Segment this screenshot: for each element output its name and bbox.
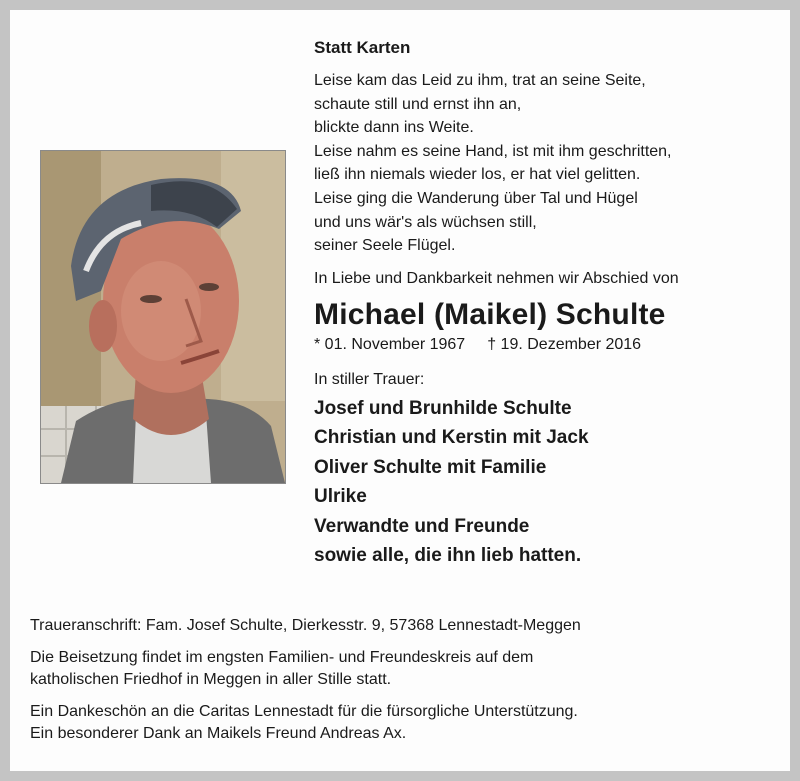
mourner: Ulrike bbox=[314, 486, 367, 508]
footer-notes bbox=[30, 615, 770, 745]
mourning-address: Traueranschrift: Fam. Josef Schulte, Dierkesstr. 9, 57368 Lennestadt-Meggen bbox=[30, 617, 581, 634]
deceased-name: Michael (Maikel) Schulte bbox=[314, 297, 666, 331]
portrait-photo bbox=[40, 150, 286, 484]
poem-line: Leise nahm es seine Hand, ist mit ihm geschritten, bbox=[314, 142, 672, 160]
main-text-column bbox=[314, 38, 784, 571]
poem-line: Leise kam das Leid zu ihm, trat an seine Seite, bbox=[314, 72, 646, 89]
poem bbox=[314, 69, 784, 258]
life-dates bbox=[314, 335, 784, 355]
mourner: Oliver Schulte mit Familie bbox=[314, 456, 547, 478]
mourners-list bbox=[314, 394, 784, 571]
obituary-card bbox=[10, 10, 790, 771]
mourner: Christian und Kerstin mit Jack bbox=[314, 427, 589, 449]
heading-statt-karten: Statt Karten bbox=[314, 38, 411, 57]
farewell-text: In Liebe und Dankbarkeit nehmen wir Abschied von bbox=[314, 269, 679, 287]
poem-line: ließ ihn niemals wieder los, er hat viel gelitten. bbox=[314, 166, 641, 184]
mourner: Josef und Brunhilde Schulte bbox=[314, 397, 572, 419]
birth-date: * 01. November 1967 bbox=[314, 335, 466, 353]
funeral-line: katholischen Friedhof in Meggen in aller Stille statt. bbox=[30, 671, 392, 688]
portrait-image bbox=[41, 151, 285, 483]
thanks-line: Ein Dankeschön an die Caritas Lennestadt für die fürsorgliche Unterstützung. bbox=[30, 703, 578, 720]
funeral-line: Die Beisetzung findet im engsten Familien- und Freundeskreis auf dem bbox=[30, 649, 534, 666]
mourner: sowie alle, die ihn lieb hatten. bbox=[314, 545, 582, 567]
death-date: † 19. Dezember 2016 bbox=[487, 335, 642, 353]
poem-line: Leise ging die Wanderung über Tal und Hügel bbox=[314, 189, 638, 207]
grief-intro: In stiller Trauer: bbox=[314, 370, 425, 388]
mourner: Verwandte und Freunde bbox=[314, 515, 530, 537]
poem-line: schaute still und ernst ihn an, bbox=[314, 95, 522, 113]
poem-line: und uns wär's als wüchsen still, bbox=[314, 213, 537, 231]
poem-line: seiner Seele Flügel. bbox=[314, 237, 456, 255]
poem-line: blickte dann ins Weite. bbox=[314, 119, 474, 137]
thanks-line: Ein besonderer Dank an Maikels Freund Andreas Ax. bbox=[30, 725, 407, 742]
